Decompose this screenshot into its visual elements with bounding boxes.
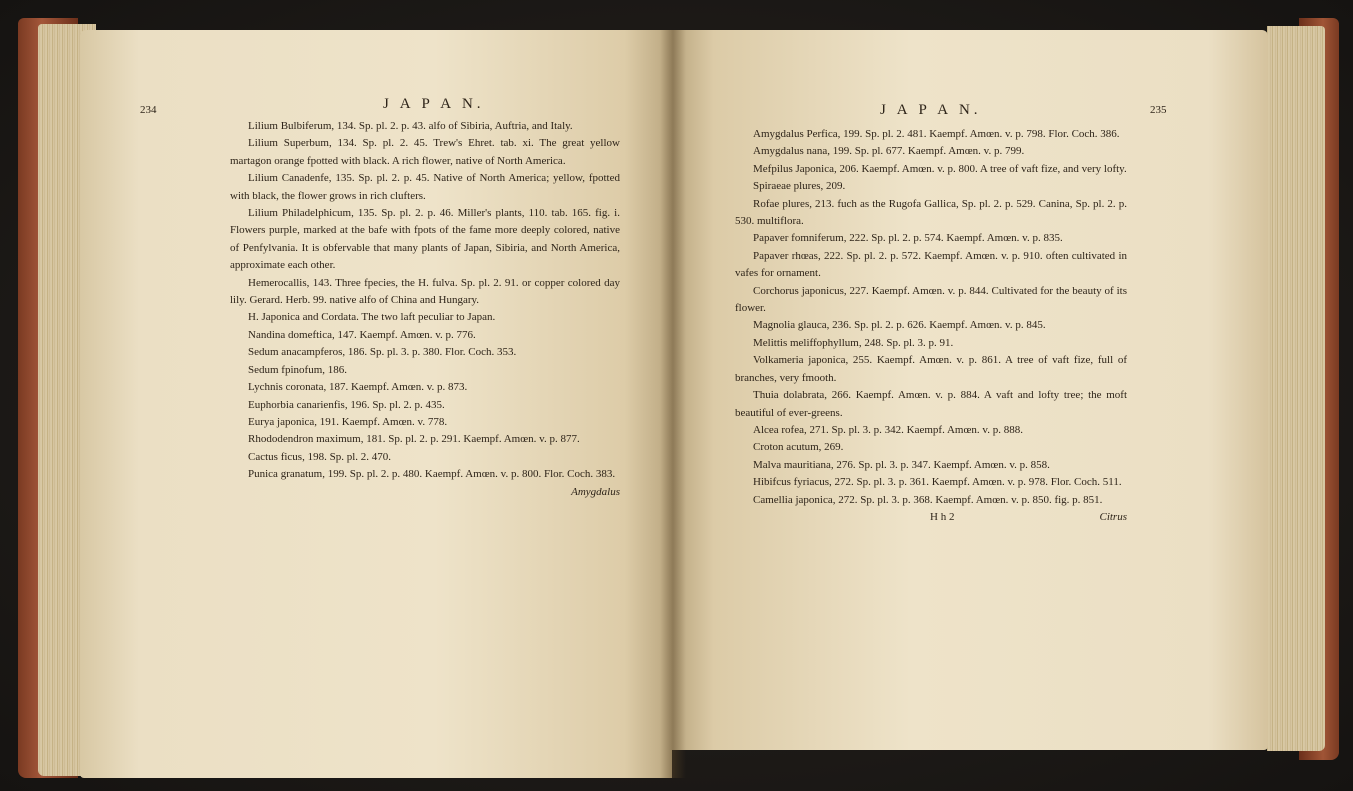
right-running-head: J A P A N. [880, 102, 982, 118]
catalog-entry: Amygdalus nana, 199. Sp. pl. 677. Kaempf. Amœn. v. p. 799. [753, 145, 1025, 158]
catalog-entry: H. Japonica and Cordata. The two laft peculiar to Japan. [248, 311, 496, 324]
catalog-entry: Rofae plures, 213. fuch as the Rugofa Gallica, Sp. pl. 2. p. 529. Canina, Sp. pl. 2. p. 530. multiflora. [735, 197, 1127, 228]
catalog-entry: Malva mauritiana, 276. Sp. pl. 3. p. 347. Kaempf. Amœn. v. p. 858. [753, 458, 1050, 471]
catalog-entry: Volkameria japonica, 255. Kaempf. Amœn. v. p. 861. A tree of vaft fize, full of branches, very fmooth. [735, 354, 1127, 384]
left-page-text [230, 118, 620, 501]
catalog-entry: Hibifcus fyriacus, 272. Sp. pl. 3. p. 361. Kaempf. Amœn. v. p. 978. Flor. Coch. 511. [753, 476, 1122, 489]
page-edges-right [1267, 26, 1325, 751]
signature-mark: H h 2 [930, 510, 955, 523]
right-page-number: 235 [1150, 104, 1167, 116]
catalog-entry: Punica granatum, 199. Sp. pl. 2. p. 480. Kaempf. Amœn. v. p. 800. Flor. Coch. 383. [248, 468, 616, 481]
catalog-entry: Cactus ficus, 198. Sp. pl. 2. 470. [248, 450, 391, 463]
catalog-entry: Lilium Bulbiferum, 134. Sp. pl. 2. p. 43. alfo of Sibiria, Auftria, and Italy. [248, 120, 573, 132]
catalog-entry: Eurya japonica, 191. Kaempf. Amœn. v. 778. [248, 415, 448, 428]
catalog-entry: Alcea rofea, 271. Sp. pl. 3. p. 342. Kaempf. Amœn. v. p. 888. [753, 423, 1023, 436]
catalog-entry: Lychnis coronata, 187. Kaempf. Amœn. v. p. 873. [248, 381, 468, 394]
catalog-entry: Sedum anacampferos, 186. Sp. pl. 3. p. 380. Flor. Coch. 353. [248, 346, 517, 359]
left-page-number: 234 [140, 104, 157, 116]
catalog-entry: Spiraeae plures, 209. [753, 180, 846, 193]
book-gutter [660, 30, 686, 778]
catalog-entry: Sedum fpinofum, 186. [248, 363, 347, 376]
catalog-entry: Hemerocallis, 143. Three fpecies, the H. fulva. Sp. pl. 2. 91. or copper colored day lily. Gerard. Herb. 99. native alfo of China and Hungary. [230, 276, 620, 307]
catalog-entry: Melittis meliffophyllum, 248. Sp. pl. 3. p. 91. [753, 336, 954, 349]
catalog-entry: Euphorbia canarienfis, 196. Sp. pl. 2. p. 435. [248, 398, 445, 411]
catalog-entry: Amygdalus Perfica, 199. Sp. pl. 2. 481. Kaempf. Amœn. v. p. 798. Flor. Coch. 386. [753, 128, 1120, 140]
left-catchword: Amygdalus [571, 485, 620, 498]
catalog-entry: Magnolia glauca, 236. Sp. pl. 2. p. 626. Kaempf. Amœn. v. p. 845. [753, 319, 1046, 332]
catalog-entry: Nandina domeftica, 147. Kaempf. Amœn. v. p. 776. [248, 328, 476, 341]
catalog-entry: Camellia japonica, 272. Sp. pl. 3. p. 368. Kaempf. Amœn. v. p. 850. fig. p. 851. [753, 493, 1103, 506]
catalog-entry: Corchorus japonicus, 227. Kaempf. Amœn. v. p. 844. Cultivated for the beauty of its flower. [735, 284, 1127, 315]
catalog-entry: Mefpilus Japonica, 206. Kaempf. Amœn. v. p. 800. A tree of vaft fize, and very lofty. [753, 162, 1127, 175]
left-running-head: J A P A N. [383, 96, 485, 112]
catalog-entry: Croton acutum, 269. [753, 441, 844, 454]
catalog-entry: Lilium Philadelphicum, 135. Sp. pl. 2. p. 46. Miller's plants, 110. tab. 165. fig. i. Flowers purple, marked at the bafe with fpots of the fame more deeply colored, native of Penfylvania. It is obfervable that many plants of Japan, Sibiria, and North America, approximate each other. [230, 207, 620, 272]
catalog-entry: Thuia dolabrata, 266. Kaempf. Amœn. v. p. 884. A vaft and lofty tree; the moft beautiful of ever-greens. [735, 389, 1127, 419]
right-entries [735, 126, 1127, 509]
catalog-entry: Papaver fomniferum, 222. Sp. pl. 2. p. 574. Kaempf. Amœn. v. p. 835. [753, 232, 1063, 245]
catalog-entry: Lilium Superbum, 134. Sp. pl. 2. 45. Trew's Ehret. tab. xi. The great yellow martagon orange fpotted with black. A rich flower, native of North America. [230, 137, 620, 167]
left-entries [230, 118, 620, 484]
right-catchword: Citrus [1099, 510, 1127, 523]
right-page-footer [735, 509, 1127, 526]
catalog-entry: Papaver rhœas, 222. Sp. pl. 2. p. 572. Kaempf. Amœn. v. p. 910. often cultivated in vafes for ornament. [735, 249, 1127, 280]
catalog-entry: Lilium Canadenfe, 135. Sp. pl. 2. p. 45. Native of North America; yellow, fpotted with black, the flower grows in rich clufters. [230, 172, 620, 202]
right-page-text [735, 126, 1127, 526]
catalog-entry: Rhododendron maximum, 181. Sp. pl. 2. p. 291. Kaempf. Amœn. v. p. 877. [248, 433, 580, 446]
